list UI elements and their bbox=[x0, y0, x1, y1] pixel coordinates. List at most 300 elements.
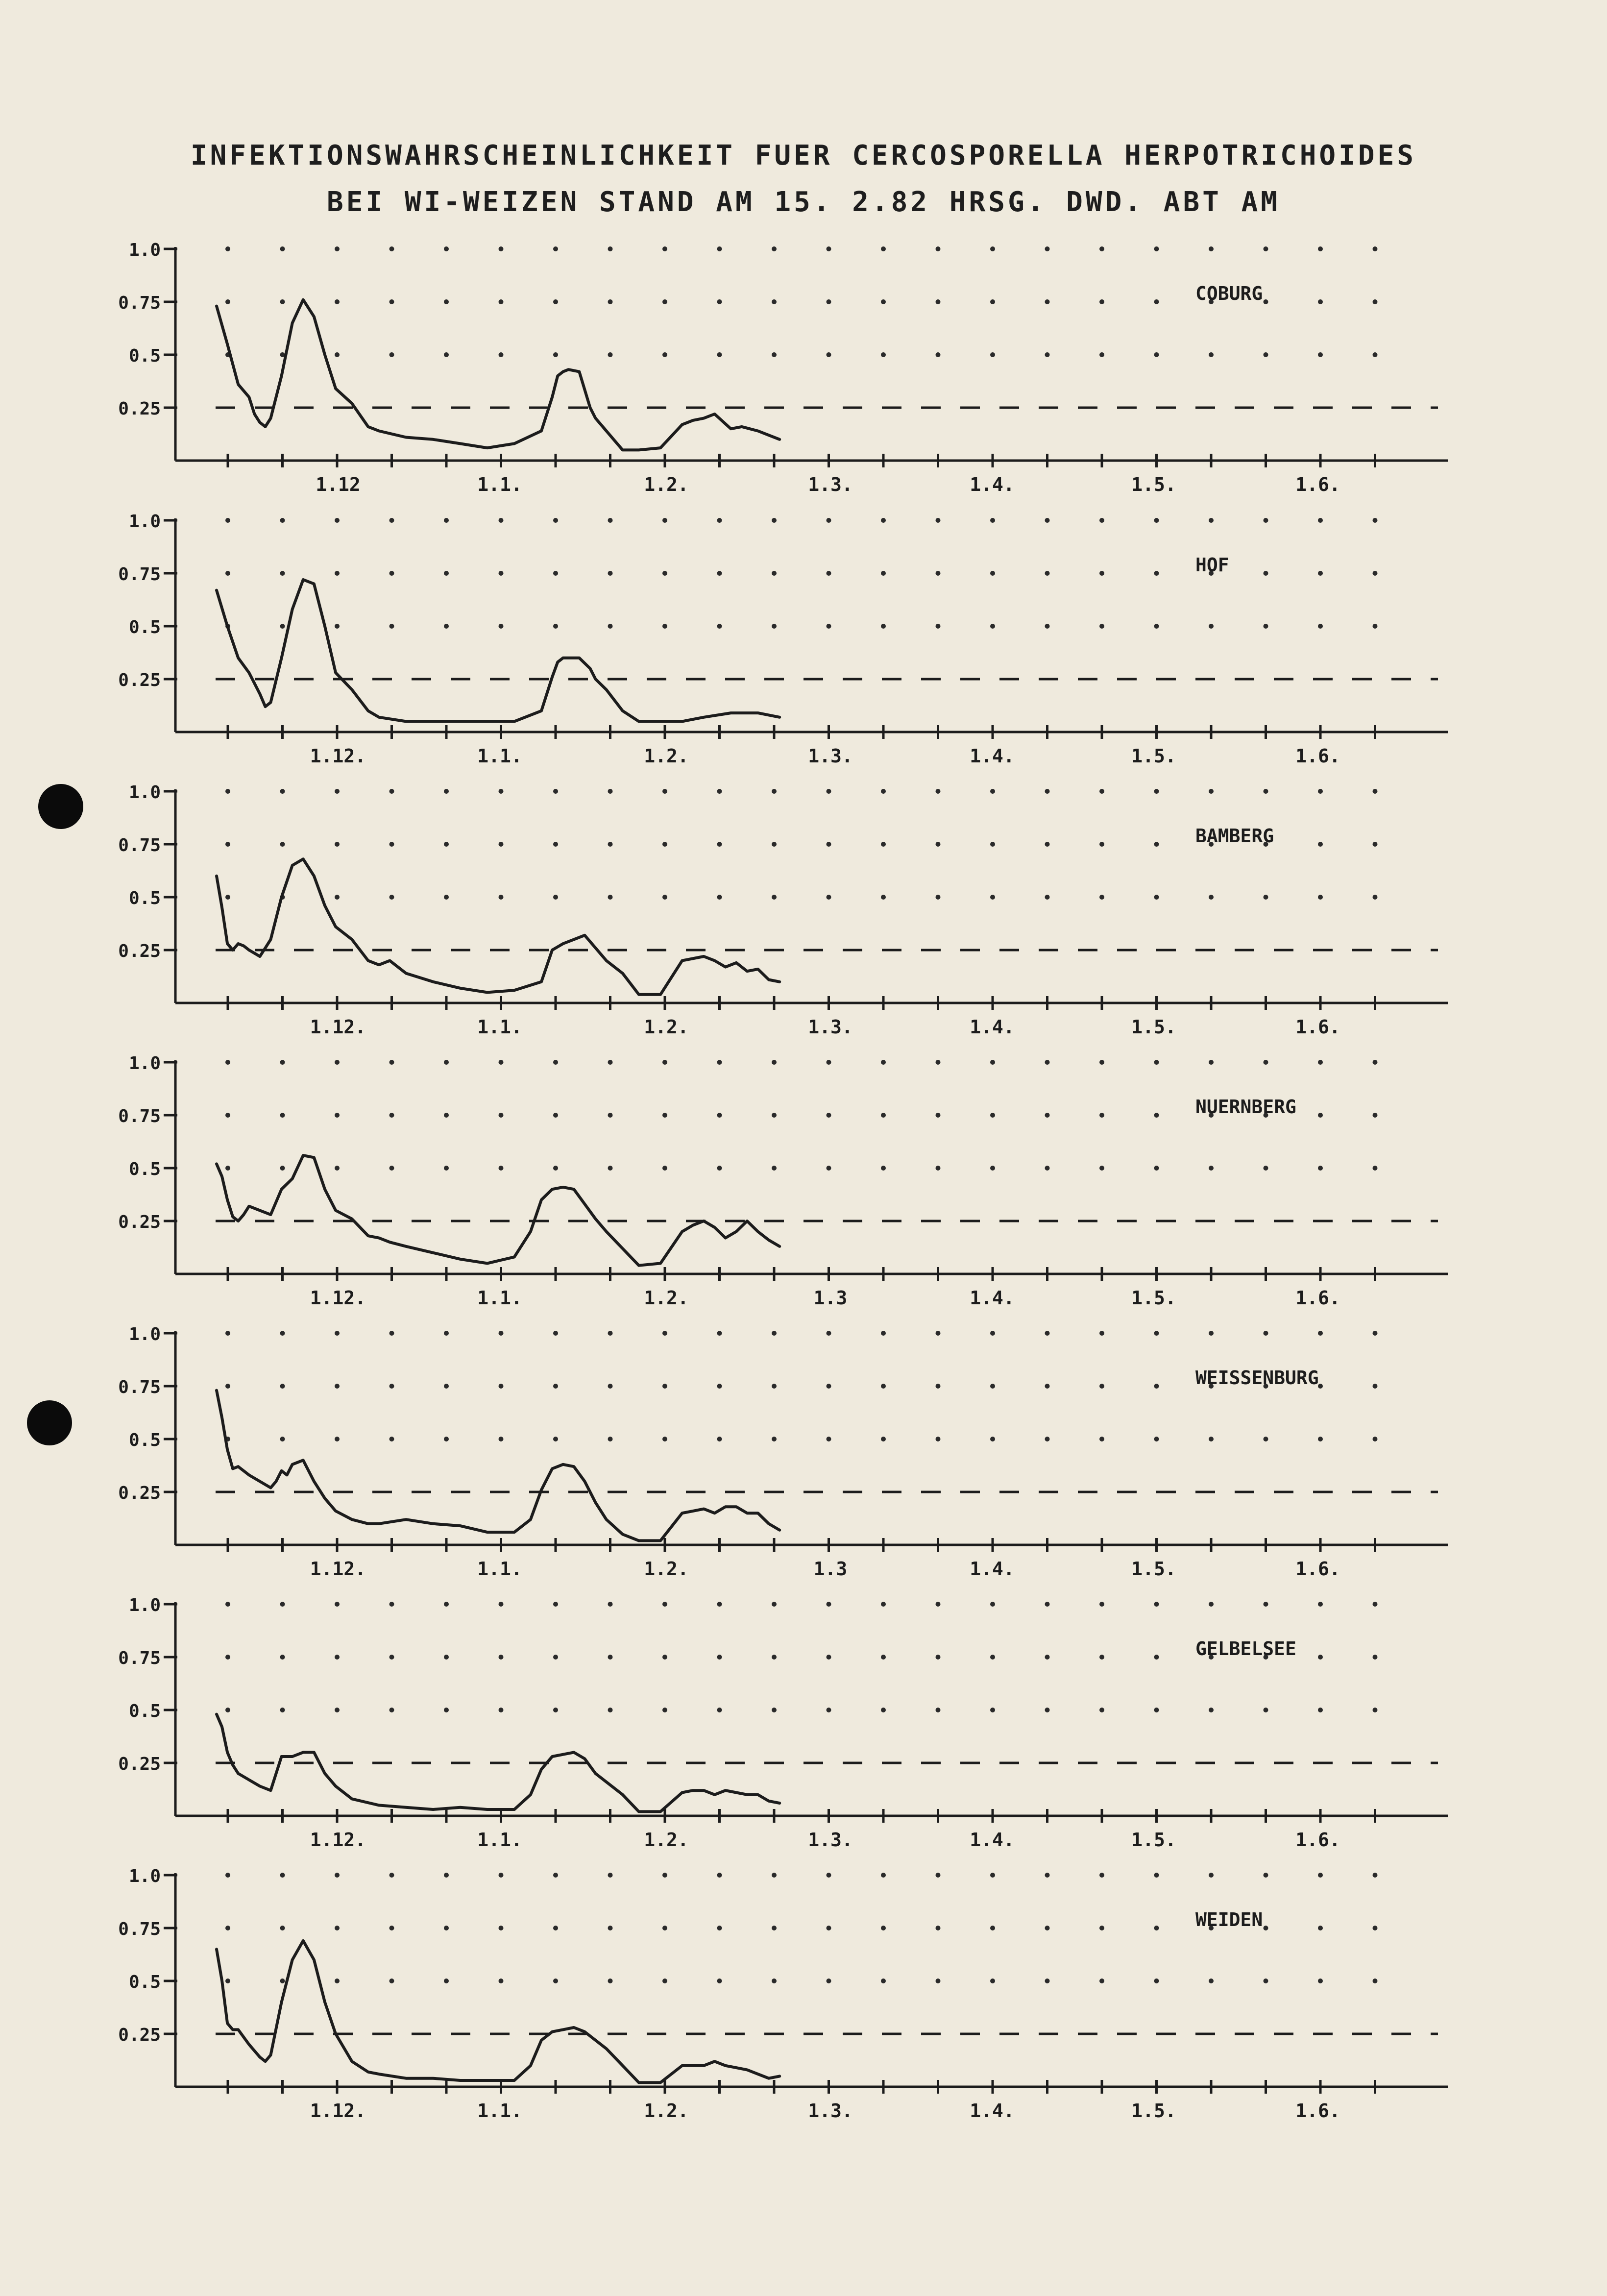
grid-dot bbox=[936, 518, 941, 523]
grid-dot bbox=[717, 1602, 722, 1607]
grid-dot bbox=[499, 1384, 504, 1389]
grid-dot bbox=[990, 352, 995, 357]
x-tick-label: 1.1. bbox=[477, 1287, 522, 1309]
grid-dot bbox=[608, 246, 613, 251]
grid-dot bbox=[553, 624, 558, 629]
grid-dot bbox=[1373, 246, 1378, 251]
grid-dot bbox=[1264, 1978, 1268, 1983]
grid-dot bbox=[772, 895, 777, 900]
grid-dot bbox=[499, 1113, 504, 1118]
grid-dot bbox=[881, 1873, 886, 1878]
grid-dot bbox=[1154, 895, 1159, 900]
grid-dot bbox=[280, 1060, 285, 1065]
grid-dot bbox=[936, 1708, 941, 1712]
grid-dot bbox=[1154, 1331, 1159, 1336]
grid-dot bbox=[1209, 789, 1214, 794]
x-tick-label: 1.3. bbox=[808, 474, 853, 495]
x-tick-label: 1.12. bbox=[310, 1287, 366, 1309]
grid-dot bbox=[1264, 624, 1268, 629]
grid-dot bbox=[1045, 1926, 1050, 1930]
grid-dot bbox=[1099, 1060, 1104, 1065]
x-tick-label: 1.1. bbox=[477, 1558, 522, 1580]
grid-dot bbox=[881, 1437, 886, 1441]
grid-dot bbox=[936, 1978, 941, 1983]
grid-dot bbox=[608, 1926, 613, 1930]
grid-dot bbox=[280, 1873, 285, 1878]
y-tick-label: 0.5 bbox=[128, 1701, 161, 1721]
grid-dot bbox=[881, 299, 886, 304]
grid-dot bbox=[444, 1113, 449, 1118]
grid-dot bbox=[553, 789, 558, 794]
grid-dot bbox=[881, 1113, 886, 1118]
grid-dot bbox=[772, 1708, 777, 1712]
grid-dot bbox=[444, 1655, 449, 1660]
x-tick-label: 1.3. bbox=[808, 2100, 853, 2122]
grid-dot bbox=[1099, 895, 1104, 900]
grid-dot bbox=[1045, 842, 1050, 847]
grid-dot bbox=[390, 246, 394, 251]
grid-dot bbox=[990, 624, 995, 629]
grid-dot bbox=[608, 1166, 613, 1171]
grid-dot bbox=[1373, 1060, 1378, 1065]
grid-dot bbox=[280, 624, 285, 629]
x-tick-label: 1.6. bbox=[1295, 2100, 1340, 2122]
chart-panel-coburg bbox=[118, 240, 1448, 495]
grid-dot bbox=[990, 518, 995, 523]
grid-dot bbox=[990, 1384, 995, 1389]
grid-dot bbox=[1318, 1060, 1323, 1065]
grid-dot bbox=[990, 299, 995, 304]
grid-dot bbox=[1373, 1437, 1378, 1441]
x-tick-label: 1.3. bbox=[808, 1829, 853, 1851]
grid-dot bbox=[280, 789, 285, 794]
grid-dot bbox=[1045, 1060, 1050, 1065]
grid-dot bbox=[881, 1602, 886, 1607]
grid-dot bbox=[1373, 842, 1378, 847]
grid-dot bbox=[1318, 246, 1323, 251]
grid-dot bbox=[280, 1655, 285, 1660]
grid-dot bbox=[444, 1166, 449, 1171]
grid-dot bbox=[1045, 1437, 1050, 1441]
grid-dot bbox=[881, 1166, 886, 1171]
grid-dot bbox=[280, 518, 285, 523]
grid-dot bbox=[662, 352, 667, 357]
grid-dot bbox=[936, 299, 941, 304]
grid-dot bbox=[280, 1978, 285, 1983]
grid-dot bbox=[1099, 518, 1104, 523]
grid-dot bbox=[772, 518, 777, 523]
chart-title-line-2: BEI WI-WEIZEN STAND AM 15. 2.82 HRSG. DWD. ABT AM bbox=[326, 186, 1281, 218]
y-tick-label: 0.25 bbox=[118, 399, 161, 419]
grid-dot bbox=[1264, 1873, 1268, 1878]
grid-dot bbox=[772, 842, 777, 847]
grid-dot bbox=[444, 1437, 449, 1441]
x-tick-label: 1.12. bbox=[310, 1016, 366, 1038]
grid-dot bbox=[1318, 1602, 1323, 1607]
grid-dot bbox=[1209, 246, 1214, 251]
y-tick-label: 1.0 bbox=[128, 240, 161, 260]
grid-dot bbox=[772, 1978, 777, 1983]
grid-dot bbox=[553, 299, 558, 304]
grid-dot bbox=[827, 1978, 831, 1983]
grid-dot bbox=[717, 1166, 722, 1171]
grid-dot bbox=[990, 1655, 995, 1660]
grid-dot bbox=[1045, 518, 1050, 523]
grid-dot bbox=[1373, 624, 1378, 629]
x-tick-label: 1.6. bbox=[1295, 1558, 1340, 1580]
grid-dot bbox=[1318, 1873, 1323, 1878]
x-tick-label: 1.6. bbox=[1295, 1016, 1340, 1038]
x-tick-label: 1.1. bbox=[477, 1016, 522, 1038]
grid-dot bbox=[827, 1873, 831, 1878]
grid-dot bbox=[827, 842, 831, 847]
grid-dot bbox=[1318, 789, 1323, 794]
grid-dot bbox=[390, 571, 394, 576]
grid-dot bbox=[499, 352, 504, 357]
grid-dot bbox=[881, 1331, 886, 1336]
grid-dot bbox=[1045, 1873, 1050, 1878]
grid-dot bbox=[1154, 1926, 1159, 1930]
x-tick-label: 1.1. bbox=[477, 1829, 522, 1851]
y-tick-label: 1.0 bbox=[128, 1053, 161, 1074]
grid-dot bbox=[772, 1873, 777, 1878]
grid-dot bbox=[772, 1166, 777, 1171]
grid-dot bbox=[936, 352, 941, 357]
grid-dot bbox=[1154, 1708, 1159, 1712]
grid-dot bbox=[1373, 789, 1378, 794]
grid-dot bbox=[553, 1113, 558, 1118]
x-tick-label: 1.6. bbox=[1295, 745, 1340, 767]
grid-dot bbox=[225, 789, 230, 794]
grid-dot bbox=[936, 1384, 941, 1389]
grid-dot bbox=[1154, 1873, 1159, 1878]
x-tick-label: 1.4. bbox=[970, 1829, 1015, 1851]
grid-dot bbox=[1154, 1113, 1159, 1118]
grid-dot bbox=[827, 1708, 831, 1712]
grid-dot bbox=[662, 1384, 667, 1389]
x-tick-label: 1.5. bbox=[1131, 1558, 1176, 1580]
grid-dot bbox=[390, 1873, 394, 1878]
grid-dot bbox=[280, 246, 285, 251]
grid-dot bbox=[608, 789, 613, 794]
grid-dot bbox=[1318, 571, 1323, 576]
grid-dot bbox=[444, 571, 449, 576]
grid-dot bbox=[280, 1113, 285, 1118]
grid-dot bbox=[1318, 299, 1323, 304]
grid-dot bbox=[1264, 1166, 1268, 1171]
grid-dot bbox=[881, 1978, 886, 1983]
y-tick-label: 0.5 bbox=[128, 1159, 161, 1179]
grid-dot bbox=[553, 246, 558, 251]
grid-dot bbox=[1045, 571, 1050, 576]
y-tick-label: 0.75 bbox=[118, 1377, 161, 1397]
grid-dot bbox=[1209, 895, 1214, 900]
grid-dot bbox=[553, 842, 558, 847]
grid-dot bbox=[225, 1166, 230, 1171]
y-tick-label: 0.75 bbox=[118, 564, 161, 585]
grid-dot bbox=[662, 1060, 667, 1065]
grid-dot bbox=[827, 1060, 831, 1065]
grid-dot bbox=[390, 1384, 394, 1389]
grid-dot bbox=[1154, 1655, 1159, 1660]
grid-dot bbox=[390, 1602, 394, 1607]
y-tick-label: 1.0 bbox=[128, 1866, 161, 1886]
grid-dot bbox=[1099, 842, 1104, 847]
x-tick-label: 1.5. bbox=[1131, 1016, 1176, 1038]
grid-dot bbox=[881, 895, 886, 900]
grid-dot bbox=[335, 624, 340, 629]
grid-dot bbox=[772, 1113, 777, 1118]
grid-dot bbox=[881, 1655, 886, 1660]
grid-dot bbox=[1099, 299, 1104, 304]
y-tick-label: 0.5 bbox=[128, 617, 161, 637]
grid-dot bbox=[662, 1113, 667, 1118]
grid-dot bbox=[225, 1060, 230, 1065]
y-tick-label: 0.5 bbox=[128, 346, 161, 366]
station-label: HOF bbox=[1195, 554, 1229, 576]
grid-dot bbox=[990, 895, 995, 900]
x-tick-label: 1.2. bbox=[644, 745, 689, 767]
grid-dot bbox=[827, 1166, 831, 1171]
chart-panel-hof bbox=[118, 512, 1448, 767]
grid-dot bbox=[990, 1978, 995, 1983]
grid-dot bbox=[1099, 624, 1104, 629]
grid-dot bbox=[1099, 1113, 1104, 1118]
grid-dot bbox=[1264, 789, 1268, 794]
grid-dot bbox=[662, 1978, 667, 1983]
grid-dot bbox=[335, 842, 340, 847]
grid-dot bbox=[225, 1331, 230, 1336]
y-tick-label: 0.5 bbox=[128, 1972, 161, 1992]
x-tick-label: 1.4. bbox=[970, 1558, 1015, 1580]
grid-dot bbox=[335, 1113, 340, 1118]
y-tick-label: 1.0 bbox=[128, 1595, 161, 1615]
x-tick-label: 1.12. bbox=[310, 745, 366, 767]
chart-panel-weiden bbox=[118, 1866, 1448, 2122]
grid-dot bbox=[881, 624, 886, 629]
grid-dot bbox=[772, 1060, 777, 1065]
grid-dot bbox=[881, 1926, 886, 1930]
station-label: GELBELSEE bbox=[1195, 1638, 1296, 1660]
grid-dot bbox=[827, 1926, 831, 1930]
x-tick-label: 1.4. bbox=[970, 1287, 1015, 1309]
grid-dot bbox=[608, 1437, 613, 1441]
grid-dot bbox=[1318, 1166, 1323, 1171]
grid-dot bbox=[553, 1978, 558, 1983]
station-label: COBURG bbox=[1195, 283, 1263, 304]
grid-dot bbox=[1373, 518, 1378, 523]
grid-dot bbox=[444, 1331, 449, 1336]
x-tick-label: 1.3. bbox=[808, 745, 853, 767]
x-tick-label: 1.5. bbox=[1131, 2100, 1176, 2122]
grid-dot bbox=[608, 1978, 613, 1983]
grid-dot bbox=[499, 1602, 504, 1607]
grid-dot bbox=[662, 1602, 667, 1607]
x-tick-label: 1.2. bbox=[644, 1287, 689, 1309]
grid-dot bbox=[717, 1113, 722, 1118]
grid-dot bbox=[335, 789, 340, 794]
y-tick-label: 0.25 bbox=[118, 1754, 161, 1774]
grid-dot bbox=[1154, 352, 1159, 357]
grid-dot bbox=[390, 518, 394, 523]
grid-dot bbox=[444, 246, 449, 251]
x-tick-label: 1.4. bbox=[970, 1016, 1015, 1038]
grid-dot bbox=[608, 1655, 613, 1660]
x-tick-label: 1.2. bbox=[644, 474, 689, 495]
grid-dot bbox=[335, 246, 340, 251]
grid-dot bbox=[936, 1437, 941, 1441]
grid-dot bbox=[499, 1437, 504, 1441]
x-tick-label: 1.3 bbox=[813, 1287, 848, 1309]
x-tick-label: 1.12 bbox=[316, 474, 361, 495]
x-tick-label: 1.5. bbox=[1131, 1829, 1176, 1851]
grid-dot bbox=[772, 246, 777, 251]
y-tick-label: 0.75 bbox=[118, 1919, 161, 1939]
grid-dot bbox=[335, 1655, 340, 1660]
grid-dot bbox=[1264, 1708, 1268, 1712]
grid-dot bbox=[662, 842, 667, 847]
grid-dot bbox=[1318, 1708, 1323, 1712]
grid-dot bbox=[608, 624, 613, 629]
grid-dot bbox=[990, 1113, 995, 1118]
grid-dot bbox=[717, 624, 722, 629]
grid-dot bbox=[1099, 1708, 1104, 1712]
grid-dot bbox=[390, 1978, 394, 1983]
grid-dot bbox=[553, 1331, 558, 1336]
grid-dot bbox=[499, 246, 504, 251]
grid-dot bbox=[553, 571, 558, 576]
grid-dot bbox=[1373, 1708, 1378, 1712]
grid-dot bbox=[1045, 1113, 1050, 1118]
grid-dot bbox=[881, 789, 886, 794]
grid-dot bbox=[608, 352, 613, 357]
grid-dot bbox=[990, 1873, 995, 1878]
grid-dot bbox=[280, 299, 285, 304]
grid-dot bbox=[1209, 1060, 1214, 1065]
grid-dot bbox=[1318, 1926, 1323, 1930]
grid-dot bbox=[1154, 1978, 1159, 1983]
grid-dot bbox=[390, 352, 394, 357]
grid-dot bbox=[881, 1060, 886, 1065]
grid-dot bbox=[1045, 1602, 1050, 1607]
grid-dot bbox=[608, 299, 613, 304]
x-tick-label: 1.4. bbox=[970, 2100, 1015, 2122]
x-tick-label: 1.12. bbox=[310, 1829, 366, 1851]
grid-dot bbox=[990, 1926, 995, 1930]
grid-dot bbox=[553, 1926, 558, 1930]
grid-dot bbox=[1264, 1437, 1268, 1441]
grid-dot bbox=[335, 1873, 340, 1878]
grid-dot bbox=[662, 571, 667, 576]
grid-dot bbox=[662, 1166, 667, 1171]
grid-dot bbox=[225, 895, 230, 900]
grid-dot bbox=[608, 1602, 613, 1607]
grid-dot bbox=[225, 518, 230, 523]
grid-dot bbox=[1373, 1978, 1378, 1983]
grid-dot bbox=[225, 246, 230, 251]
grid-dot bbox=[717, 842, 722, 847]
grid-dot bbox=[499, 1655, 504, 1660]
grid-dot bbox=[827, 1655, 831, 1660]
grid-dot bbox=[1264, 571, 1268, 576]
grid-dot bbox=[827, 518, 831, 523]
x-tick-label: 1.4. bbox=[970, 745, 1015, 767]
grid-dot bbox=[390, 1113, 394, 1118]
y-tick-label: 0.5 bbox=[128, 1430, 161, 1450]
grid-dot bbox=[225, 842, 230, 847]
grid-dot bbox=[225, 1978, 230, 1983]
grid-dot bbox=[662, 518, 667, 523]
grid-dot bbox=[280, 1384, 285, 1389]
grid-dot bbox=[499, 1978, 504, 1983]
x-tick-label: 1.12. bbox=[310, 2100, 366, 2122]
grid-dot bbox=[1209, 1331, 1214, 1336]
grid-dot bbox=[280, 1602, 285, 1607]
grid-dot bbox=[608, 571, 613, 576]
grid-dot bbox=[1318, 1655, 1323, 1660]
x-tick-label: 1.12. bbox=[310, 1558, 366, 1580]
grid-dot bbox=[936, 624, 941, 629]
grid-dot bbox=[990, 1331, 995, 1336]
series-line bbox=[217, 580, 779, 721]
grid-dot bbox=[1209, 1708, 1214, 1712]
grid-dot bbox=[936, 1113, 941, 1118]
grid-dot bbox=[499, 895, 504, 900]
grid-dot bbox=[1154, 299, 1159, 304]
grid-dot bbox=[335, 571, 340, 576]
grid-dot bbox=[1045, 1978, 1050, 1983]
grid-dot bbox=[1318, 1978, 1323, 1983]
grid-dot bbox=[1373, 1655, 1378, 1660]
grid-dot bbox=[1209, 352, 1214, 357]
grid-dot bbox=[499, 842, 504, 847]
grid-dot bbox=[772, 571, 777, 576]
grid-dot bbox=[444, 789, 449, 794]
grid-dot bbox=[444, 1060, 449, 1065]
grid-dot bbox=[662, 789, 667, 794]
grid-dot bbox=[280, 1437, 285, 1441]
series-line bbox=[217, 859, 779, 995]
grid-dot bbox=[662, 1708, 667, 1712]
grid-dot bbox=[553, 1437, 558, 1441]
grid-dot bbox=[990, 1437, 995, 1441]
grid-dot bbox=[1045, 1166, 1050, 1171]
grid-dot bbox=[881, 1708, 886, 1712]
grid-dot bbox=[444, 842, 449, 847]
grid-dot bbox=[280, 571, 285, 576]
grid-dot bbox=[1154, 624, 1159, 629]
grid-dot bbox=[827, 624, 831, 629]
grid-dot bbox=[1209, 1166, 1214, 1171]
grid-dot bbox=[1045, 1384, 1050, 1389]
grid-dot bbox=[1264, 299, 1268, 304]
grid-dot bbox=[827, 1602, 831, 1607]
grid-dot bbox=[1318, 518, 1323, 523]
grid-dot bbox=[1154, 518, 1159, 523]
grid-dot bbox=[1209, 624, 1214, 629]
grid-dot bbox=[936, 1060, 941, 1065]
grid-dot bbox=[390, 1060, 394, 1065]
grid-dot bbox=[444, 624, 449, 629]
grid-dot bbox=[1099, 571, 1104, 576]
grid-dot bbox=[608, 895, 613, 900]
grid-dot bbox=[1264, 518, 1268, 523]
grid-dot bbox=[936, 1602, 941, 1607]
grid-dot bbox=[1045, 895, 1050, 900]
grid-dot bbox=[881, 571, 886, 576]
x-tick-label: 1.2. bbox=[644, 2100, 689, 2122]
x-tick-label: 1.5. bbox=[1131, 474, 1176, 495]
